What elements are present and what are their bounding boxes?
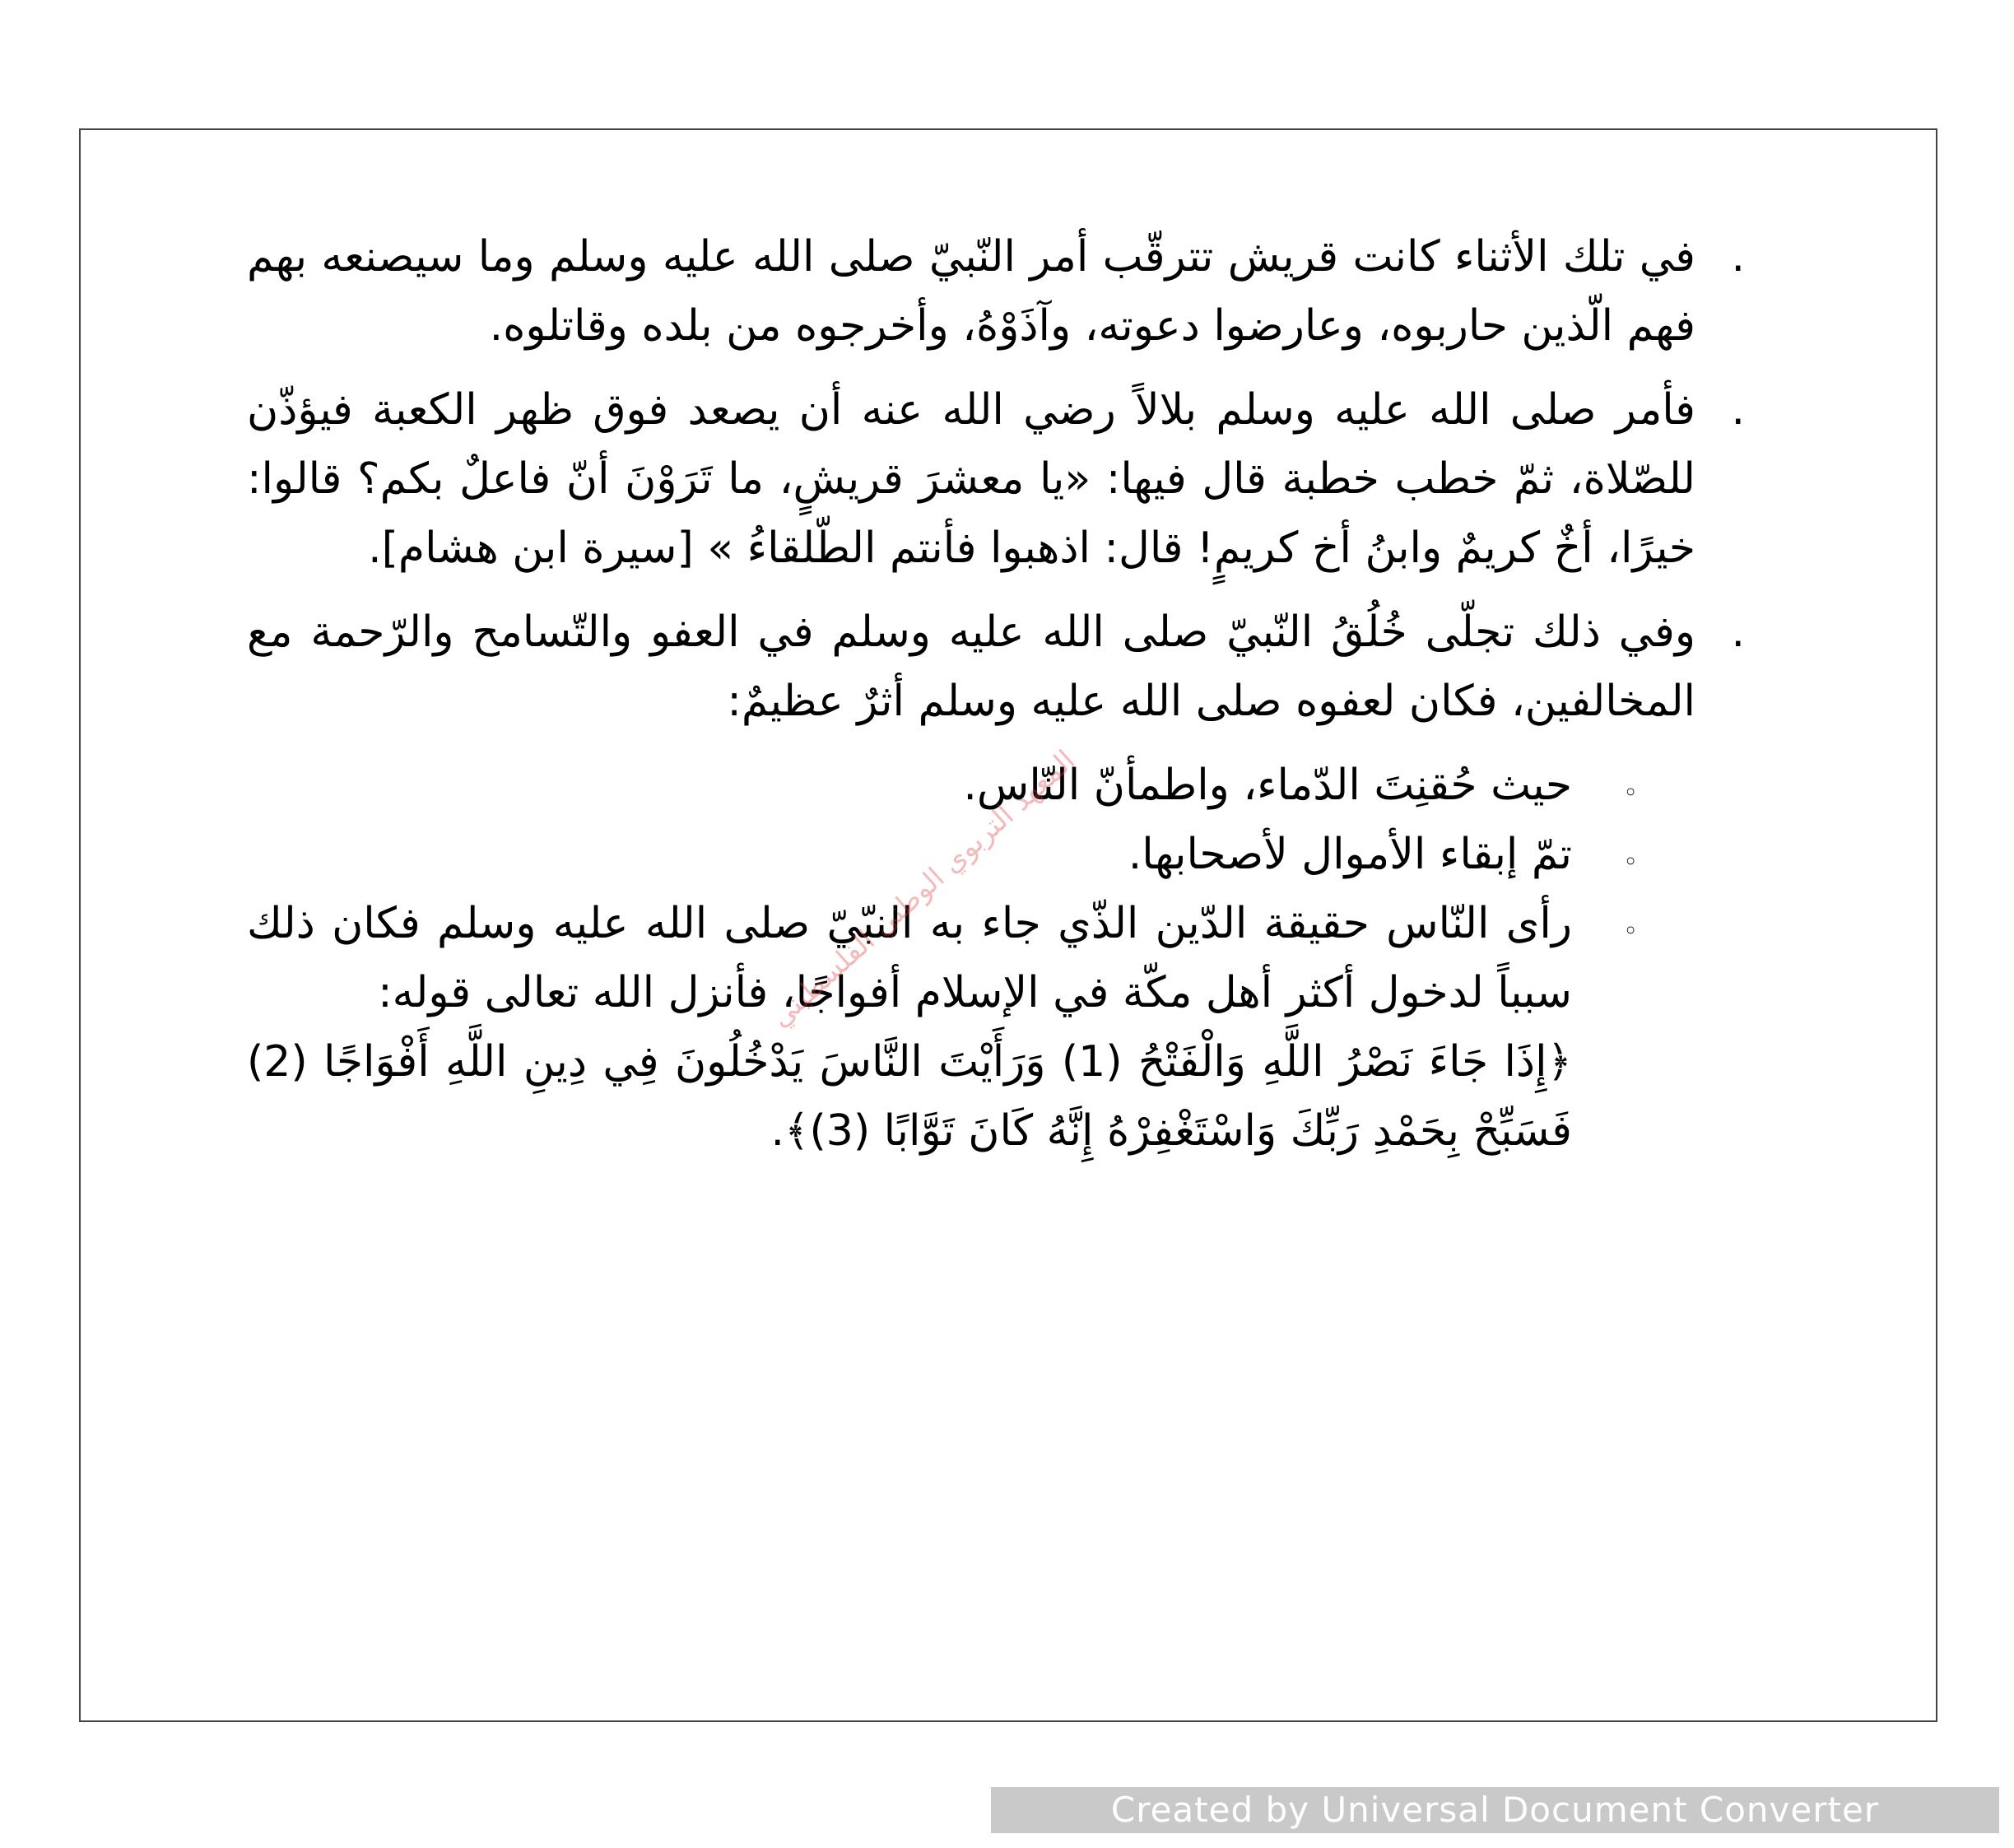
sub-item-3 xyxy=(247,889,1638,1166)
paragraph-3 xyxy=(247,598,1745,736)
sub-item-1 xyxy=(247,751,1638,820)
quran-quote: ﴿إِذَا جَاءَ نَصْرُ اللَّهِ وَالْفَتْحُ (1) وَرَأَيْتَ النَّاسَ يَدْخُلُونَ فِي دِينِ اللَّهِ أَفْوَاجًا (2) فَسَبِّحْ بِحَمْدِ رَبِّكَ وَاسْتَغْفِرْهُ إِنَّهُ كَانَ تَوَّابًا (3)﴾. xyxy=(247,1037,1572,1156)
paragraph-text: فأمر صلى الله عليه وسلم بلالاً رضي الله عنه أن يصعد فوق ظهر الكعبة فيؤذّن للصّلاة، ثمّ خطب خطبة قال فيها: «يا معشرَ قريشٍ، ما تَرَوْنَ أنّ فاعلٌ بكم؟ قالوا: خيرًا، أخٌ كريمٌ وابنُ أخ كريمٍ! قال: اذهبوا فأنتم الطّلقاءُ » [سيرة ابن هشام]. xyxy=(247,385,1695,573)
paragraph-bullet: . xyxy=(1731,232,1745,282)
circle-bullet-icon: ◦ xyxy=(1623,779,1638,808)
sub-list xyxy=(247,751,1638,1166)
sub-item-text: تمّ إبقاء الأموال لأصحابها. xyxy=(1128,830,1572,879)
converter-banner: Created by Universal Document Converter xyxy=(991,1787,1999,1833)
paragraph-1 xyxy=(247,222,1745,361)
watermark-stamp: المعهد التربوي الوطني الفلسطيني xyxy=(764,743,1082,1035)
paragraph-bullet: . xyxy=(1731,385,1745,435)
circle-bullet-icon: ◦ xyxy=(1623,917,1638,946)
paragraph-bullet: . xyxy=(1731,607,1745,657)
paragraph-text: في تلك الأثناء كانت قريش تترقّب أمر النّبيّ صلى الله عليه وسلم وما سيصنعه بهم فهم الّذين حاربوه، وعارضوا دعوته، وآذَوْهُ، وأخرجوه من بلده وقاتلوه. xyxy=(247,232,1695,351)
paragraph-2 xyxy=(247,375,1745,583)
sub-item-text: حيث حُقنِتَ الدّماء، واطمأنّ النّاس. xyxy=(963,761,1572,810)
document-body xyxy=(247,222,1745,1166)
paragraph-text: وفي ذلك تجلّى خُلُقُ النّبيّ صلى الله عليه وسلم في العفو والتّسامح والرّحمة مع المخالفين، فكان لعفوه صلى الله عليه وسلم أثرٌ عظيمٌ: xyxy=(247,607,1695,726)
sub-item-text: رأى النّاس حقيقة الدّين الذّي جاء به النبّيّ صلى الله عليه وسلم فكان ذلك سبباً لدخول أكثر أهل مكّة في الإسلام أفواجًا، فأنزل الله تعالى قوله: xyxy=(247,899,1572,1017)
circle-bullet-icon: ◦ xyxy=(1623,848,1638,877)
